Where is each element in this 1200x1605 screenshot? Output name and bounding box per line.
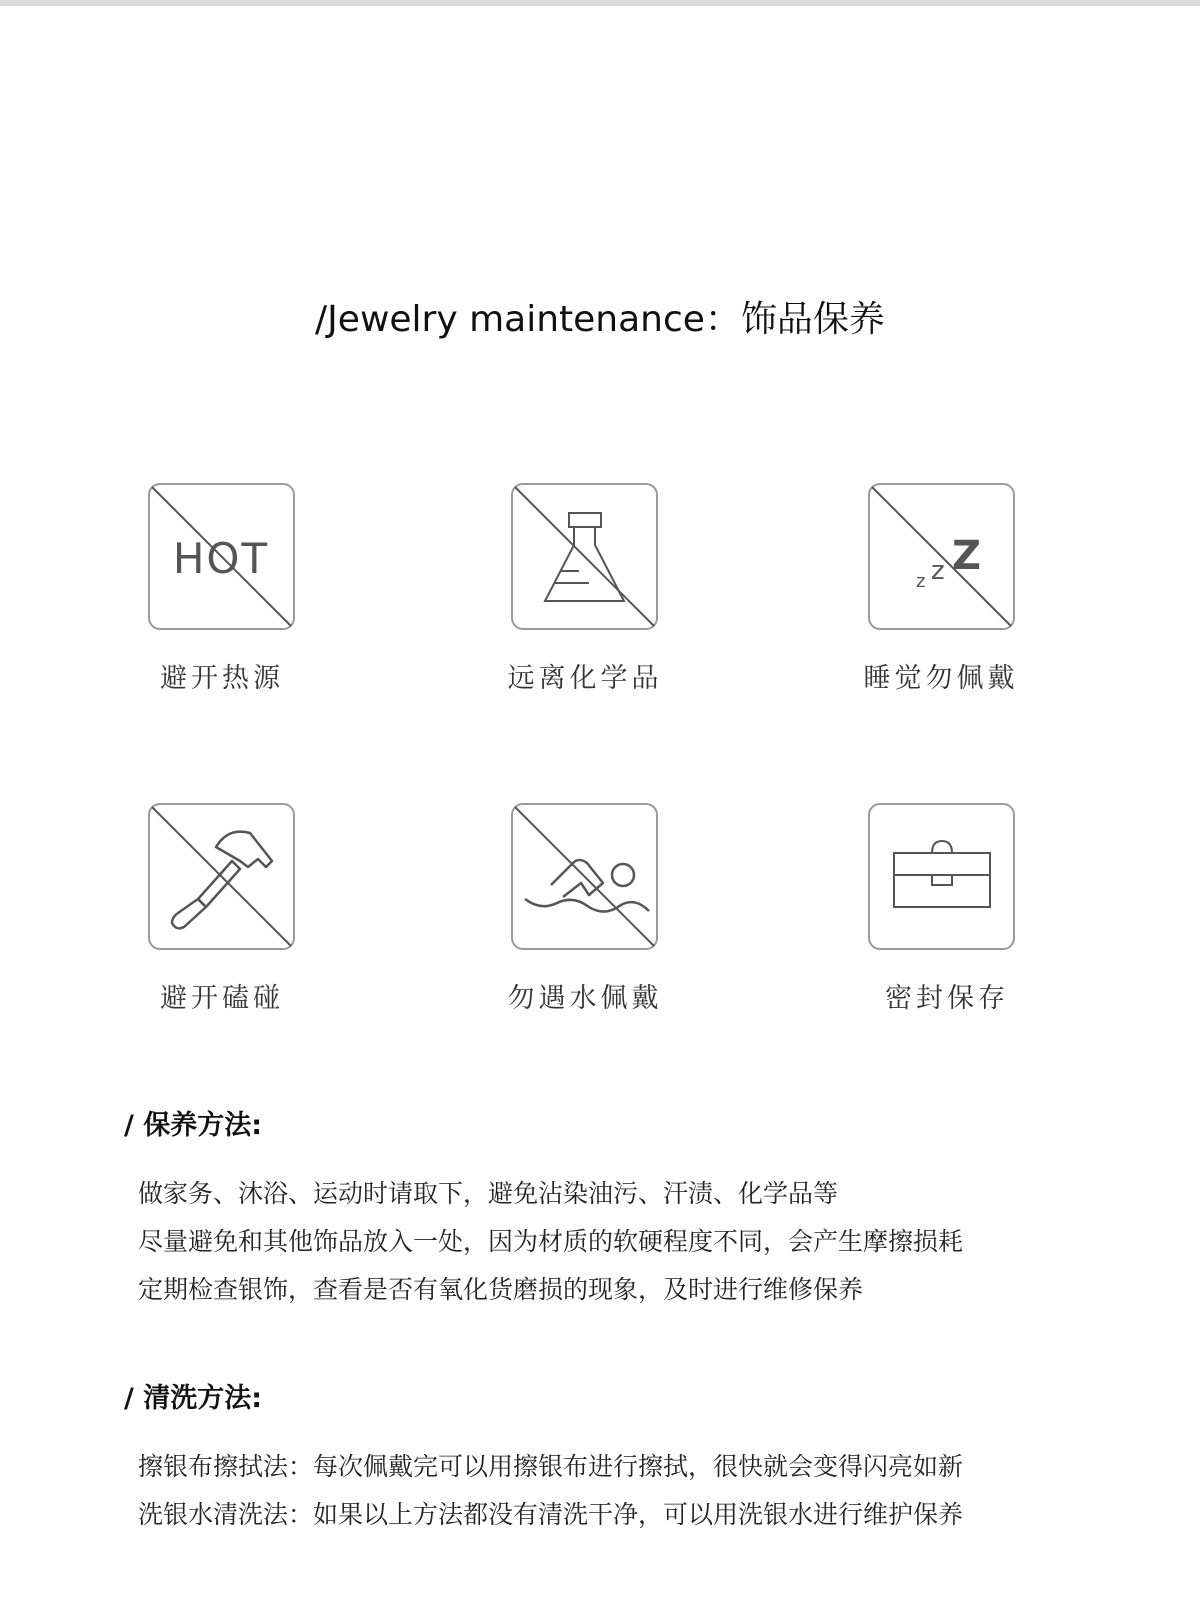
maintenance-heading: / 保养方法: bbox=[124, 1110, 263, 1141]
no-sleep-tile bbox=[868, 483, 1015, 630]
box-icon bbox=[868, 803, 1015, 950]
no-water-tile bbox=[511, 803, 658, 950]
cleaning-line: 洗银水清洗法：如果以上方法都没有清洗干净，可以用洗银水进行维护保养 bbox=[138, 1500, 964, 1529]
cleaning-heading: / 清洗方法: bbox=[124, 1383, 263, 1414]
sealed-storage-label: 密封保存 bbox=[885, 983, 1009, 1014]
hot-icon-text: HOT bbox=[172, 534, 270, 583]
no-sleep-label: 睡觉勿佩戴 bbox=[863, 663, 1019, 694]
maintenance-line: 定期检查银饰，查看是否有氧化货磨损的现象，及时进行维修保养 bbox=[138, 1275, 864, 1304]
page-title: /Jewelry maintenance：饰品保养 bbox=[315, 299, 885, 340]
hot-icon bbox=[148, 483, 295, 630]
no-chemicals-tile bbox=[511, 483, 658, 630]
svg-text:Z: Z bbox=[952, 533, 982, 579]
no-water-label: 勿遇水佩戴 bbox=[507, 983, 663, 1014]
avoid-impact-tile bbox=[148, 803, 295, 950]
no-chemicals-label: 远离化学品 bbox=[507, 663, 663, 694]
maintenance-line: 做家务、沐浴、运动时请取下，避免沾染油污、汗渍、化学品等 bbox=[138, 1179, 839, 1208]
swimmer-icon bbox=[511, 803, 658, 950]
svg-text:z: z bbox=[916, 571, 926, 592]
maintenance-line: 尽量避免和其他饰品放入一处，因为材质的软硬程度不同，会产生摩擦损耗 bbox=[138, 1227, 964, 1256]
top-divider bbox=[0, 0, 1200, 6]
hammer-icon bbox=[148, 803, 295, 950]
avoid-impact-label: 避开磕碰 bbox=[160, 983, 284, 1014]
maintenance-list bbox=[138, 1170, 963, 1314]
svg-text:z: z bbox=[931, 556, 945, 586]
cleaning-list bbox=[138, 1443, 963, 1539]
flask-icon bbox=[511, 483, 658, 630]
sleep-icon bbox=[868, 483, 1015, 630]
no-heat-label: 避开热源 bbox=[160, 663, 284, 694]
no-heat-tile bbox=[148, 483, 295, 630]
cleaning-line: 擦银布擦拭法：每次佩戴完可以用擦银布进行擦拭，很快就会变得闪亮如新 bbox=[138, 1452, 964, 1481]
sealed-storage-tile bbox=[868, 803, 1015, 950]
